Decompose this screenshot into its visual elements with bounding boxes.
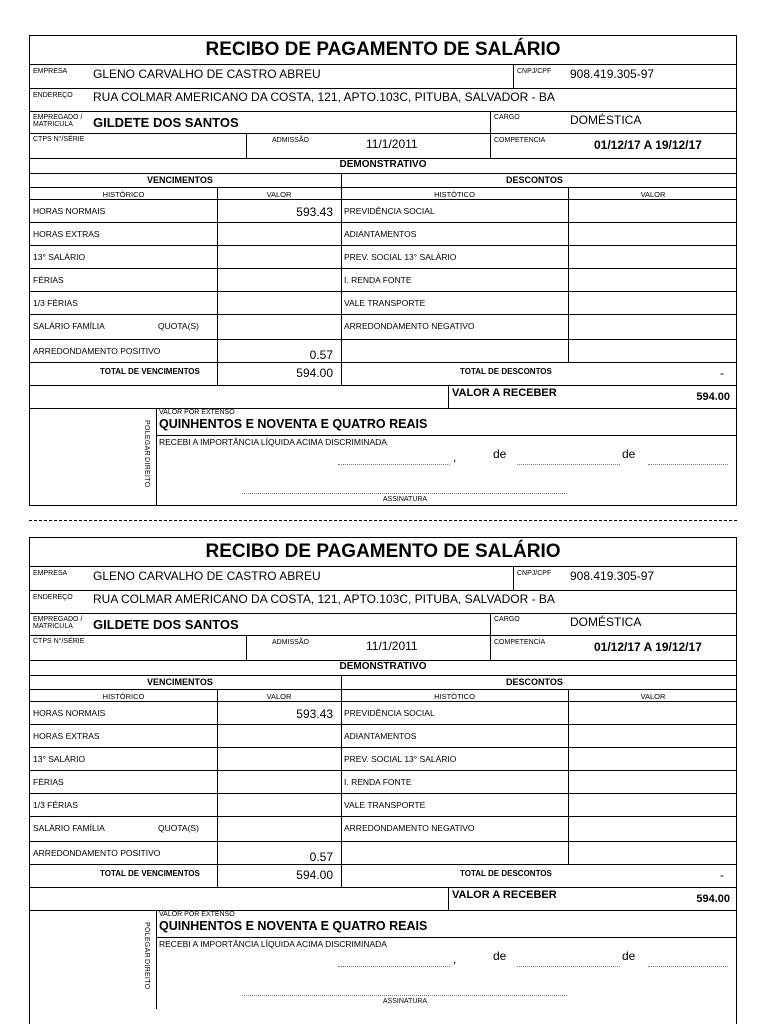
assinatura-label: ASSINATURA	[382, 496, 428, 503]
endereco-value: RUA COLMAR AMERICANO DA COSTA, 121, APTO.103C, PITUBA, SALVADOR - BA	[93, 90, 555, 104]
venc-value: 0.57	[309, 348, 333, 362]
receipt-title: RECIBO DE PAGAMENTO DE SALÁRIO	[205, 541, 561, 562]
cnpj-value: 908.419.305-97	[570, 569, 655, 583]
desc-item: VALE TRANSPORTE	[344, 800, 426, 810]
venc-item: SALÁRIO FAMÍLIA	[33, 823, 105, 833]
venc-valor-col: VALOR	[266, 692, 292, 701]
desc-item: PREV. SOCIAL 13° SALÁRIO	[344, 754, 457, 764]
demonstrativo-header: DEMONSTRATIVO	[339, 159, 427, 170]
desc-item: ARREDONDAMENTO NEGATIVO	[344, 321, 475, 331]
venc-item: ARREDONDAMENTO POSITIVO	[33, 346, 161, 356]
venc-item: ARREDONDAMENTO POSITIVO	[33, 848, 161, 858]
venc-value: 593.43	[296, 707, 333, 721]
desc-historico-col: HISTÓTICO	[434, 692, 475, 701]
total-vencimentos-value: 594.00	[296, 366, 333, 380]
desc-item: PREVIDÊNCIA SOCIAL	[344, 708, 435, 718]
total-vencimentos-value: 594.00	[296, 868, 333, 882]
valor-receber-label: VALOR A RECEBER	[452, 387, 557, 399]
empregado-value: GILDETE DOS SANTOS	[93, 617, 239, 632]
valor-receber-value: 594.00	[696, 391, 730, 403]
admissao-label: ADMISSÃO	[272, 639, 309, 646]
quota-label: QUOTA(S)	[158, 321, 199, 331]
venc-item: SALÁRIO FAMÍLIA	[33, 321, 105, 331]
venc-historico-col: HISTÓRICO	[102, 692, 145, 701]
ctps-label: CTPS N°/SÉRIE	[33, 638, 85, 645]
date-de-1: de	[493, 949, 507, 963]
direito-label: DIREITO	[143, 959, 150, 990]
venc-value: 593.43	[296, 205, 333, 219]
descontos-header: DESCONTOS	[506, 677, 563, 687]
receipt-title: RECIBO DE PAGAMENTO DE SALÁRIO	[205, 39, 561, 60]
desc-item: PREVIDÊNCIA SOCIAL	[344, 206, 435, 216]
cargo-label: CARGO	[494, 114, 520, 121]
cargo-value: DOMÉSTICA	[570, 113, 642, 127]
competencia-value: 01/12/17 A 19/12/17	[594, 640, 702, 654]
demonstrativo-header: DEMONSTRATIVO	[339, 661, 427, 672]
extenso-value: QUINHENTOS E NOVENTA E QUATRO REAIS	[159, 417, 428, 431]
desc-item: I. RENDA FONTE	[344, 275, 412, 285]
descontos-header: DESCONTOS	[506, 175, 563, 185]
venc-item: HORAS NORMAIS	[33, 206, 106, 216]
date-de-1: de	[493, 447, 507, 461]
cnpj-label: CNPJ/CPF	[517, 68, 552, 75]
venc-item: 13° SALÁRIO	[33, 754, 86, 764]
venc-historico-col: HISTÓRICO	[102, 190, 145, 199]
total-descontos-value: -	[720, 366, 724, 380]
competencia-label: COMPETENCIA	[494, 639, 546, 646]
total-vencimentos-label: TOTAL DE VENCIMENTOS	[100, 367, 200, 376]
desc-item: PREV. SOCIAL 13° SALÁRIO	[344, 252, 457, 262]
cnpj-value: 908.419.305-97	[570, 67, 655, 81]
venc-item: HORAS EXTRAS	[33, 731, 100, 741]
empregado-label: EMPREGADO /	[33, 616, 83, 623]
polegar-label: POLEGAR	[143, 420, 150, 456]
desc-item: ADIANTAMENTOS	[344, 229, 417, 239]
receipt-copy-2: RECIBO DE PAGAMENTO DE SALÁRIO EMPRESA GLENO CARVALHO DE CASTRO ABREU CNPJ/CPF 908.419.305-97 ENDEREÇO RUA COLMAR AMERICANO DA COSTA, 121, APTO.103C, PITUBA, SALVADOR - BA EMPREGADO / MATRICULA GILDETE DOS SANTOS CARGO DOMÉSTICA CTPS N°/SÉRIE ADMISSÃO 11/1/2011 COMPETENCIA 01/12/17 A 19/12/17 DEMONSTRATIVO VENCIMENTOS DESCONTOS HISTÓRICO VALOR HISTÓTICO VALOR HORAS NORMAIS 593.43 PREVIDÊNCIA SOCIAL HORAS EXTRAS ADIANTAMENTOS 13° SALÁRIO PREV. SOCIAL 13° SALÁRIO FÉRIAS I. RENDA FONTE 1/3 FÉRIAS VALE TRANSPORTE SALÁRIO FAMÍLIA QUOTA(S) ARREDONDAMENTO NEGATIVO ARREDONDAMENTO POSITIVO 0.57 TOTAL DE VENCIMENTOS 594.00 TOTAL DE DESCONTOS - VALOR A RECEBER 594.00 POLEGAR DIREITO VALOR POR EXTENSO QUINHENTOS E NOVENTA E QUATRO REAIS RECEBI A IMPORTÂNCIA LÍQUIDA ACIMA DISCRIMINADA , de de ASSINATURA	[29, 537, 737, 1024]
competencia-value: 01/12/17 A 19/12/17	[594, 138, 702, 152]
venc-item: 13° SALÁRIO	[33, 252, 86, 262]
quota-label: QUOTA(S)	[158, 823, 199, 833]
cut-line	[29, 520, 737, 521]
vencimentos-header: VENCIMENTOS	[147, 677, 213, 687]
empresa-label: EMPRESA	[33, 570, 68, 577]
desc-item: ARREDONDAMENTO NEGATIVO	[344, 823, 475, 833]
desc-item: ADIANTAMENTOS	[344, 731, 417, 741]
venc-item: 1/3 FÉRIAS	[33, 298, 78, 308]
extenso-label: VALOR POR EXTENSO	[159, 911, 235, 918]
desc-valor-col: VALOR	[640, 692, 666, 701]
receipt-copy-1: RECIBO DE PAGAMENTO DE SALÁRIO EMPRESA GLENO CARVALHO DE CASTRO ABREU CNPJ/CPF 908.419.305-97 ENDEREÇO RUA COLMAR AMERICANO DA COSTA, 121, APTO.103C, PITUBA, SALVADOR - BA EMPREGADO / MATRICULA GILDETE DOS SANTOS CARGO DOMÉSTICA CTPS N°/SÉRIE ADMISSÃO 11/1/2011 COMPETENCIA 01/12/17 A 19/12/17 DEMONSTRATIVO VENCIMENTOS DESCONTOS HISTÓRICO VALOR HISTÓTICO VALOR HORAS NORMAIS 593.43 PREVIDÊNCIA SOCIAL HORAS EXTRAS ADIANTAMENTOS 13° SALÁRIO PREV. SOCIAL 13° SALÁRIO FÉRIAS I. RENDA FONTE 1/3 FÉRIAS VALE TRANSPORTE SALÁRIO FAMÍLIA QUOTA(S) ARREDONDAMENTO NEGATIVO ARREDONDAMENTO POSITIVO 0.57 TOTAL DE VENCIMENTOS 594.00 TOTAL DE DESCONTOS - VALOR A RECEBER 594.00 POLEGAR DIREITO VALOR POR EXTENSO QUINHENTOS E NOVENTA E QUATRO REAIS RECEBI A IMPORTÂNCIA LÍQUIDA ACIMA DISCRIMINADA , de de ASSINATURA	[29, 35, 737, 506]
polegar-label: POLEGAR	[143, 922, 150, 958]
admissao-label: ADMISSÃO	[272, 137, 309, 144]
endereco-label: ENDEREÇO	[33, 92, 73, 99]
valor-receber-label: VALOR A RECEBER	[452, 889, 557, 901]
date-de-2: de	[622, 447, 636, 461]
ctps-label: CTPS N°/SÉRIE	[33, 136, 85, 143]
total-descontos-label: TOTAL DE DESCONTOS	[460, 869, 552, 878]
desc-item: I. RENDA FONTE	[344, 777, 412, 787]
desc-historico-col: HISTÓTICO	[434, 190, 475, 199]
total-descontos-value: -	[720, 868, 724, 882]
vencimentos-header: VENCIMENTOS	[147, 175, 213, 185]
valor-receber-value: 594.00	[696, 893, 730, 905]
desc-valor-col: VALOR	[640, 190, 666, 199]
extenso-value: QUINHENTOS E NOVENTA E QUATRO REAIS	[159, 919, 428, 933]
venc-item: FÉRIAS	[33, 275, 64, 285]
empresa-value: GLENO CARVALHO DE CASTRO ABREU	[93, 67, 321, 81]
venc-item: 1/3 FÉRIAS	[33, 800, 78, 810]
matricula-label: MATRICULA	[33, 121, 73, 128]
cnpj-label: CNPJ/CPF	[517, 570, 552, 577]
cargo-value: DOMÉSTICA	[570, 615, 642, 629]
recebi-text: RECEBI A IMPORTÂNCIA LÍQUIDA ACIMA DISCRIMINADA	[159, 939, 387, 949]
venc-item: HORAS EXTRAS	[33, 229, 100, 239]
direito-label: DIREITO	[143, 457, 150, 488]
cargo-label: CARGO	[494, 616, 520, 623]
extenso-label: VALOR POR EXTENSO	[159, 409, 235, 416]
endereco-label: ENDEREÇO	[33, 594, 73, 601]
empresa-value: GLENO CARVALHO DE CASTRO ABREU	[93, 569, 321, 583]
assinatura-label: ASSINATURA	[382, 998, 428, 1005]
desc-item: VALE TRANSPORTE	[344, 298, 426, 308]
admissao-value: 11/1/2011	[366, 137, 418, 151]
competencia-label: COMPETENCIA	[494, 137, 546, 144]
venc-item: FÉRIAS	[33, 777, 64, 787]
venc-valor-col: VALOR	[266, 190, 292, 199]
venc-value: 0.57	[309, 850, 333, 864]
matricula-label: MATRICULA	[33, 623, 73, 630]
admissao-value: 11/1/2011	[366, 639, 418, 653]
total-descontos-label: TOTAL DE DESCONTOS	[460, 367, 552, 376]
recebi-text: RECEBI A IMPORTÂNCIA LÍQUIDA ACIMA DISCRIMINADA	[159, 437, 387, 447]
empregado-value: GILDETE DOS SANTOS	[93, 115, 239, 130]
endereco-value: RUA COLMAR AMERICANO DA COSTA, 121, APTO.103C, PITUBA, SALVADOR - BA	[93, 592, 555, 606]
empregado-label: EMPREGADO /	[33, 114, 83, 121]
empresa-label: EMPRESA	[33, 68, 68, 75]
venc-item: HORAS NORMAIS	[33, 708, 106, 718]
date-de-2: de	[622, 949, 636, 963]
total-vencimentos-label: TOTAL DE VENCIMENTOS	[100, 869, 200, 878]
